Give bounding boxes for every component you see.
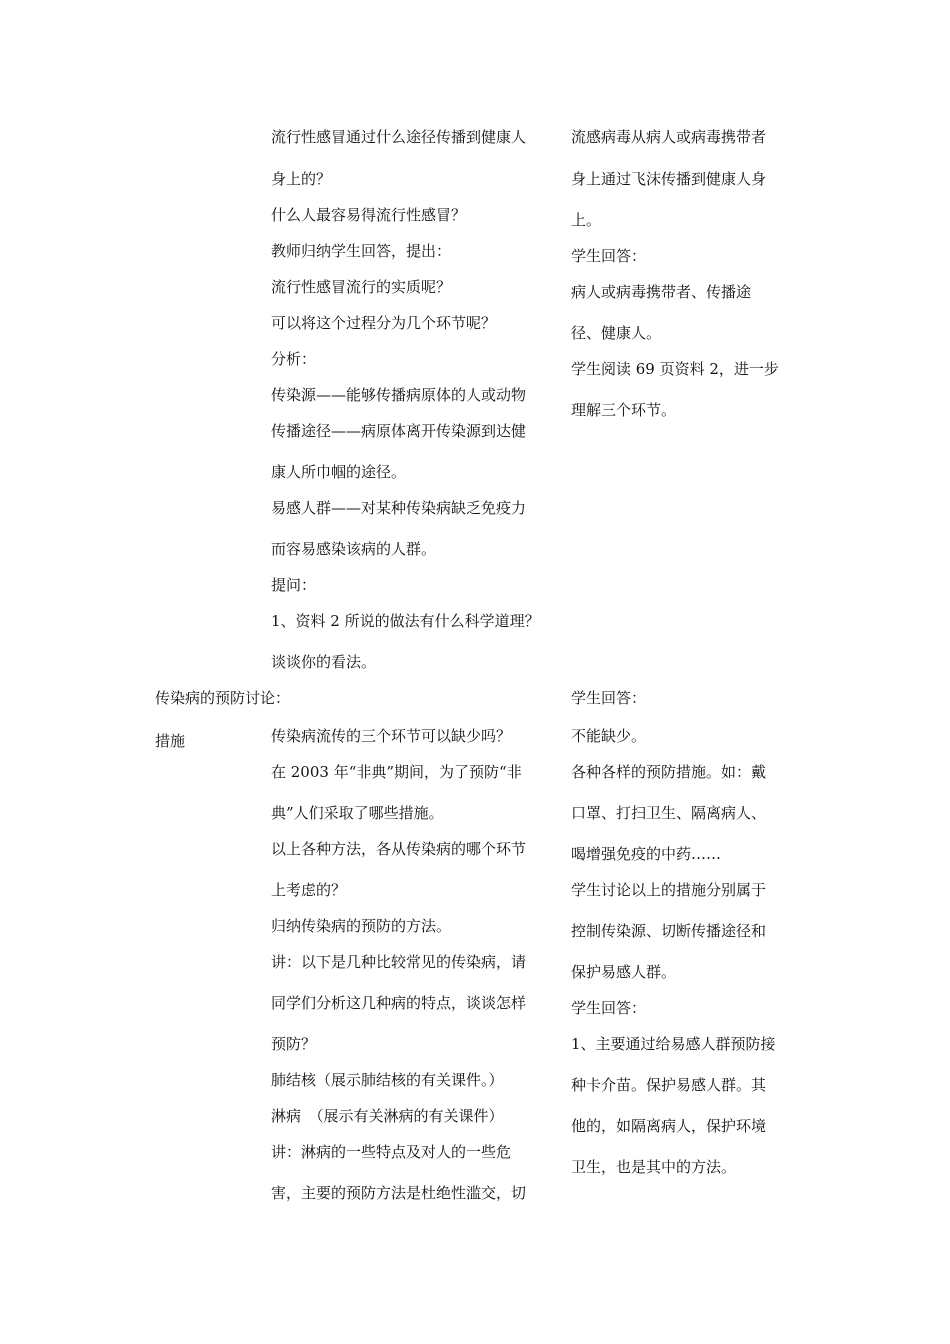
student-activity-line: 病人或病毒携带者、传播途	[571, 283, 752, 301]
teacher-activity-line: 害，主要的预防方法是杜绝性滥交，切	[271, 1184, 527, 1202]
teacher-activity-line: 什么人最容易得流行性感冒？	[271, 206, 467, 224]
teacher-activity-line: 易感人群——对某种传染病缺乏免疫力	[271, 499, 527, 517]
student-activity-line: 各种各样的预防措施。如：戴	[571, 763, 767, 781]
teacher-activity-line: 预防？	[271, 1035, 317, 1053]
teacher-activity-line: 康人所巾帼的途径。	[271, 463, 407, 481]
teacher-activity-line: 分析：	[271, 350, 317, 368]
teacher-activity-line: 流行性感冒流行的实质呢？	[271, 278, 452, 296]
student-activity-line: 学生回答：	[571, 689, 647, 707]
teacher-activity-line: 同学们分析这几种病的特点，谈谈怎样	[271, 994, 527, 1012]
student-activity-line: 控制传染源、切断传播途径和	[571, 922, 767, 940]
teacher-activity-line: 教师归纳学生回答，提出：	[271, 242, 452, 260]
student-activity-line: 身上通过飞沫传播到健康人身	[571, 170, 767, 188]
teacher-activity-line: 提问：	[271, 576, 317, 594]
student-activity-line: 他的，如隔离病人，保护环境	[571, 1117, 767, 1135]
teacher-activity-line: 传播途径——病原体离开传染源到达健	[271, 422, 527, 440]
teacher-activity-line: 流行性感冒通过什么途径传播到健康人	[271, 128, 527, 146]
student-activity-line: 1、主要通过给易感人群预防接	[571, 1035, 776, 1053]
student-activity-line: 径、健康人。	[571, 324, 662, 342]
left-column-line: 传染病的预防讨论：	[155, 689, 291, 707]
student-activity-line: 理解三个环节。	[571, 401, 677, 419]
teacher-activity-line: 1、资料 2 所说的做法有什么科学道理？	[271, 612, 540, 630]
teacher-activity-line: 上考虑的？	[271, 881, 347, 899]
teacher-activity-line: 以上各种方法，各从传染病的哪个环节	[271, 840, 527, 858]
teacher-activity-line: 典”人们采取了哪些措施。	[271, 804, 444, 822]
student-activity-line: 不能缺少。	[571, 727, 647, 745]
student-activity-line: 学生讨论以上的措施分别属于	[571, 881, 767, 899]
student-activity-line: 流感病毒从病人或病毒携带者	[571, 128, 767, 146]
teacher-activity-line: 在 2003 年“非典”期间，为了预防“非	[271, 763, 522, 781]
teacher-activity-line: 归纳传染病的预防的方法。	[271, 917, 452, 935]
teacher-activity-line: 传染病流传的三个环节可以缺少吗？	[271, 727, 512, 745]
teacher-activity-line: 而容易感染该病的人群。	[271, 540, 437, 558]
student-activity-line: 上。	[571, 211, 602, 229]
teacher-activity-line: 可以将这个过程分为几个环节呢？	[271, 314, 497, 332]
teacher-activity-line: 讲：以下是几种比较常见的传染病，请	[271, 953, 527, 971]
teacher-activity-line: 淋病 （展示有关淋病的有关课件）	[271, 1107, 504, 1125]
student-activity-line: 口罩、打扫卫生、隔离病人、	[571, 804, 767, 822]
student-activity-line: 喝增强免疫的中药……	[571, 845, 722, 863]
teacher-activity-line: 肺结核（展示肺结核的有关课件。）	[271, 1071, 504, 1089]
student-activity-line: 保护易感人群。	[571, 963, 677, 981]
left-column-line: 措施	[155, 732, 186, 750]
teacher-activity-line: 传染源——能够传播病原体的人或动物	[271, 386, 527, 404]
student-activity-line: 卫生，也是其中的方法。	[571, 1158, 737, 1176]
student-activity-line: 学生阅读 69 页资料 2，进一步	[571, 360, 779, 378]
student-activity-line: 学生回答：	[571, 247, 647, 265]
student-activity-line: 种卡介苗。保护易感人群。其	[571, 1076, 767, 1094]
student-activity-line: 学生回答：	[571, 999, 647, 1017]
teacher-activity-line: 身上的？	[271, 170, 332, 188]
teacher-activity-line: 讲：淋病的一些特点及对人的一些危	[271, 1143, 512, 1161]
teacher-activity-line: 谈谈你的看法。	[271, 653, 377, 671]
